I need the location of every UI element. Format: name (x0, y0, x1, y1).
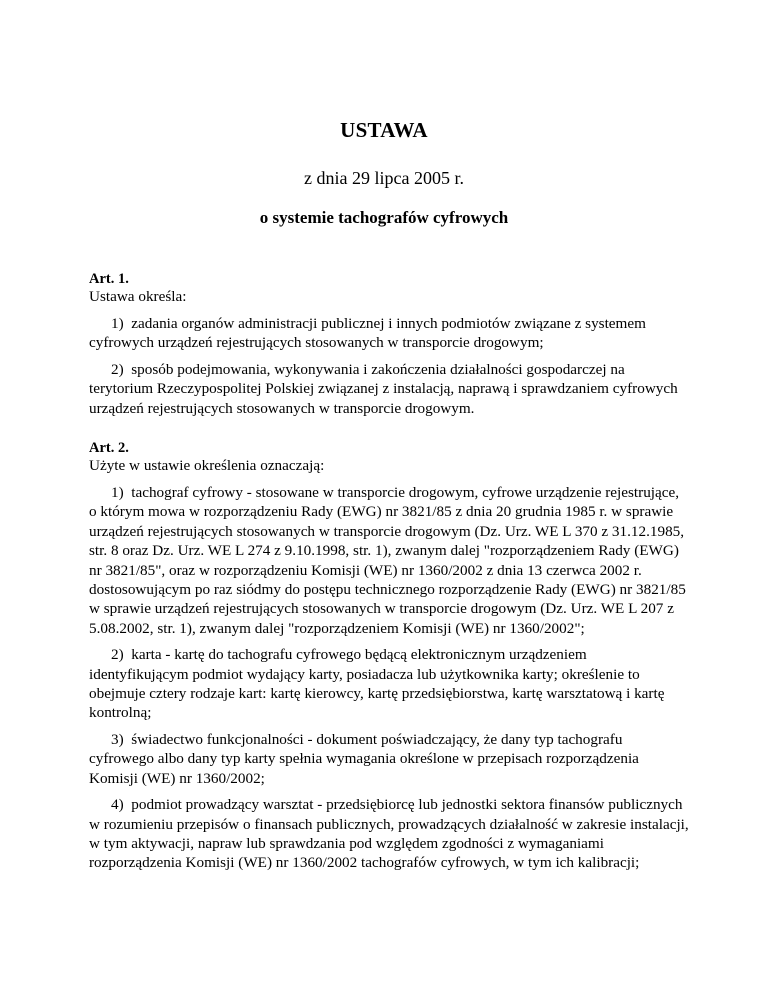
item-text: świadectwo funkcjonalności - dokument poświadczający, że dany typ tachografu cyfrowego albo dany typ karty spełnia wymagania określone w przepisach rozporządzenia Komisji (WE) nr 1360/2002; (89, 730, 639, 787)
list-item (89, 645, 689, 723)
article-intro: Użyte w ustawie określenia oznaczają: (89, 457, 325, 474)
item-text: tachograf cyfrowy - stosowane w transporcie drogowym, cyfrowe urządzenie rejestrujące, o którym mowa w rozporządzeniu Rady (EWG) nr 3821/85 z dnia 20 grudnia 1985 r. w sprawie urządzeń rejestrujących stosowanych w transporcie drogowym (Dz. Urz. WE L 370 z 31.12.1985, str. 8 oraz Dz. Urz. WE L 274 z 9.10.1998, str. 1), zwanym dalej "rozporządzeniem Rady (EWG) nr 3821/85", oraz w rozporządzeniu Komisji (WE) nr 1360/2002 z dnia 13 czerwca 2002 r. dostosowującym po raz siódmy do postępu technicznego rozporządzenie Rady (EWG) nr 3821/85 w sprawie urządzeń rejestrujących stosowanych w transporcie drogowym (Dz. Urz. WE L 207 z 5.08.2002, str. 1), zwanym dalej "rozporządzeniem Komisji (WE) nr 1360/2002"; (89, 484, 686, 637)
article-heading: Art. 2. (89, 440, 129, 456)
item-number: 2) (111, 646, 124, 664)
document-title: USTAWA (340, 118, 428, 142)
article-intro: Ustawa określa: (89, 288, 187, 305)
item-text: podmiot prowadzący warsztat - przedsiębiorcę lub jednostki sektora finansów publicznych w rozumieniu przepisów o finansach publicznych, prowadzących działalność w zakresie instalacji, w tym aktywacji, napraw lub sprawdzania pod względem zgodności z wymaganiami rozporządzenia Komisji (WE) nr 1360/2002 tachografów cyfrowych, w tym ich kalibracji; (89, 796, 689, 872)
list-item (89, 314, 689, 353)
item-number: 3) (111, 730, 124, 748)
item-number: 4) (111, 796, 124, 814)
item-number: 1) (111, 315, 124, 332)
document-subject: o systemie tachografów cyfrowych (259, 208, 509, 227)
item-text: karta - kartę do tachografu cyfrowego będącą elektronicznym urządzeniem identyfikującym podmiot wydający karty, posiadacza lub użytkownika karty; określenie to obejmuje cztery rodzaje kart: kartę kierowcy, kartę przedsiębiorstwa, kartę warsztatową i kartę kontrolną; (89, 646, 665, 722)
list-item (89, 795, 689, 873)
item-text: sposób podejmowania, wykonywania i zakończenia działalności gospodarczej na terytorium Rzeczypospolitej Polskiej związanej z instalacją, naprawą i sprawdzaniem cyfrowych urządzeń rejestrujących stosowanych w transporcie drogowym. (89, 360, 678, 417)
article-1 (89, 270, 689, 418)
article-heading: Art. 1. (89, 271, 129, 287)
item-number: 2) (111, 360, 124, 378)
item-number: 1) (111, 484, 124, 501)
article-2 (89, 439, 689, 873)
document-date: z dnia 29 lipca 2005 r. (304, 168, 464, 188)
list-item (89, 360, 689, 418)
item-text: zadania organów administracji publicznej i innych podmiotów związane z systemem cyfrowych urządzeń rejestrujących stosowanych w transporcie drogowym; (89, 315, 646, 352)
list-item (89, 730, 689, 788)
list-item (89, 483, 689, 638)
